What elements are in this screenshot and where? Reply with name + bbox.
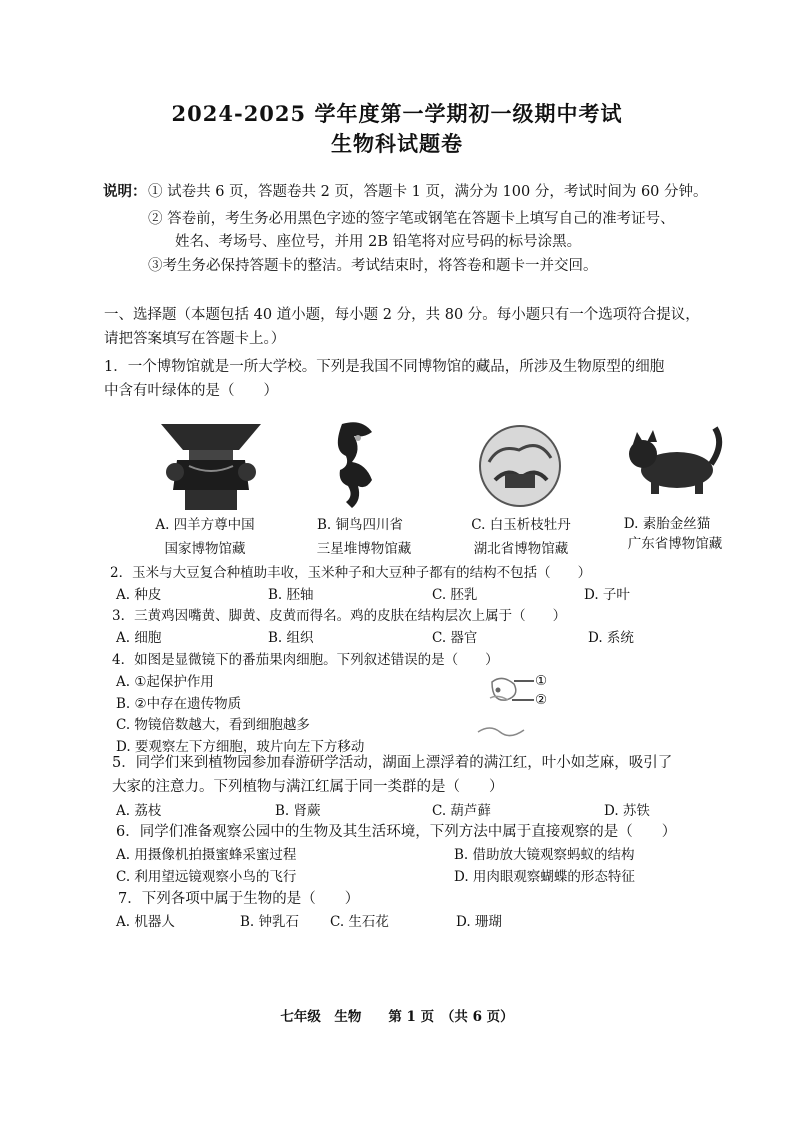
q3-option-c: C. 器官 [432, 630, 478, 646]
q7-option-d: D. 珊瑚 [456, 914, 502, 930]
q2-option-a: A. 种皮 [116, 587, 162, 603]
section-heading-line-2: 请把答案填写在答题卡上。） [104, 331, 286, 347]
q4-label-1: ① [535, 673, 548, 689]
q5-option-c: C. 葫芦藓 [432, 803, 491, 819]
instructions-line-1: ① 试卷共 6 页，答题卷共 2 页，答题卡 1 页，满分为 100 分，考试时间为 60 分钟。 [148, 184, 708, 200]
q2-option-c: C. 胚乳 [432, 587, 478, 603]
ceramic-cat-icon [625, 420, 725, 500]
q2-option-b: B. 胚轴 [268, 587, 314, 603]
q4-stem: 4．如图是显微镜下的番茄果肉细胞。下列叙述错误的是（ ） [112, 652, 499, 668]
q6-option-d: D. 用肉眼观察蝴蝶的形态特征 [454, 869, 635, 885]
exam-subtitle: 生物科试题卷 [331, 131, 463, 156]
q7-option-b: B. 钟乳石 [240, 914, 300, 930]
page-footer: 七年级 生物 第 1 页 （共 6 页） [280, 1009, 514, 1025]
q6-option-a: A. 用摄像机拍摄蜜蜂采蜜过程 [116, 847, 297, 863]
q5-option-b: B. 肾蕨 [275, 803, 321, 819]
q1-option-c-line-2: 湖北省博物馆藏 [473, 541, 569, 557]
instructions-prefix: 说明： [103, 183, 147, 200]
q5-stem-line-1: 5．同学们来到植物园参加春游研学活动，湖面上漂浮着的满江红，叶小如芝麻，吸引了 [112, 755, 673, 771]
q2-stem: 2．玉米与大豆复合种植助丰收，玉米种子和大豆种子都有的结构不包括（ ） [110, 565, 592, 581]
q7-option-a: A. 机器人 [116, 914, 175, 930]
q4-option-b: B. ②中存在遗传物质 [116, 696, 242, 712]
q5-option-a: A. 荔枝 [116, 803, 162, 819]
q4-option-d: D. 要观察左下方细胞，玻片向左下方移动 [116, 739, 365, 755]
q6-option-c: C. 利用望远镜观察小鸟的飞行 [116, 869, 297, 885]
q1-option-d-line-2: 广东省博物馆藏 [627, 536, 723, 552]
q1-option-a-line-1: A. 四羊方尊中国 [155, 517, 255, 533]
q1-stem-line-1: 1．一个博物馆就是一所大学校。下列是我国不同博物馆的藏品，所涉及生物原型的细胞 [104, 359, 665, 375]
q1-stem-line-2: 中含有叶绿体的是（ ） [104, 383, 278, 399]
q6-stem: 6．同学们准备观察公园中的生物及其生活环境，下列方法中属于直接观察的是（ ） [116, 824, 677, 840]
bronze-zun-icon [155, 420, 267, 512]
q2-option-d: D. 子叶 [584, 587, 630, 603]
q7-option-c: C. 生石花 [330, 914, 389, 930]
q1-option-a-line-2: 国家博物馆藏 [164, 541, 246, 557]
q4-option-a: A. ①起保护作用 [116, 674, 214, 690]
q6-option-b: B. 借助放大镜观察蚂蚁的结构 [454, 847, 635, 863]
q5-option-d: D. 苏铁 [604, 803, 650, 819]
q1-option-d-line-1: D. 素胎金丝猫 [623, 516, 711, 532]
instructions-line-2: ② 答卷前，考生务必用黑色字迹的签字笔或钢笔在答题卡上填写自己的准考证号、 [148, 211, 675, 227]
instructions-line-4: ③考生务必保持答题卡的整洁。考试结束时，将答卷和题卡一并交回。 [148, 258, 598, 274]
instructions-line-3: 姓名、考场号、座位号，并用 2B 铅笔将对应号码的标号涂黑。 [175, 234, 582, 250]
q3-option-b: B. 组织 [268, 630, 314, 646]
section-heading-line-1: 一、选择题（本题包括 40 道小题，每小题 2 分，共 80 分。每小题只有一个选项符合提议， [104, 307, 700, 323]
q4-label-2: ② [535, 692, 548, 708]
q4-option-c: C. 物镜倍数越大，看到细胞越多 [116, 717, 310, 733]
q3-stem: 3．三黄鸡因嘴黄、脚黄、皮黄而得名。鸡的皮肤在结构层次上属于（ ） [112, 608, 567, 624]
q7-stem: 7．下列各项中属于生物的是（ ） [118, 891, 360, 907]
exam-title: 2024-2025 学年度第一学期初一级期中考试 [171, 101, 623, 126]
jade-peony-icon [475, 422, 565, 512]
q1-option-c-line-1: C. 白玉析枝牡丹 [471, 517, 571, 533]
bronze-bird-icon [330, 418, 390, 510]
q1-option-b-line-1: B. 铜鸟四川省 [316, 517, 403, 533]
q5-stem-line-2: 大家的注意力。下列植物与满江红属于同一类群的是（ ） [112, 779, 504, 795]
q3-option-a: A. 细胞 [116, 630, 162, 646]
q1-option-b-line-2: 三星堆博物馆藏 [316, 541, 412, 557]
q3-option-d: D. 系统 [588, 630, 634, 646]
